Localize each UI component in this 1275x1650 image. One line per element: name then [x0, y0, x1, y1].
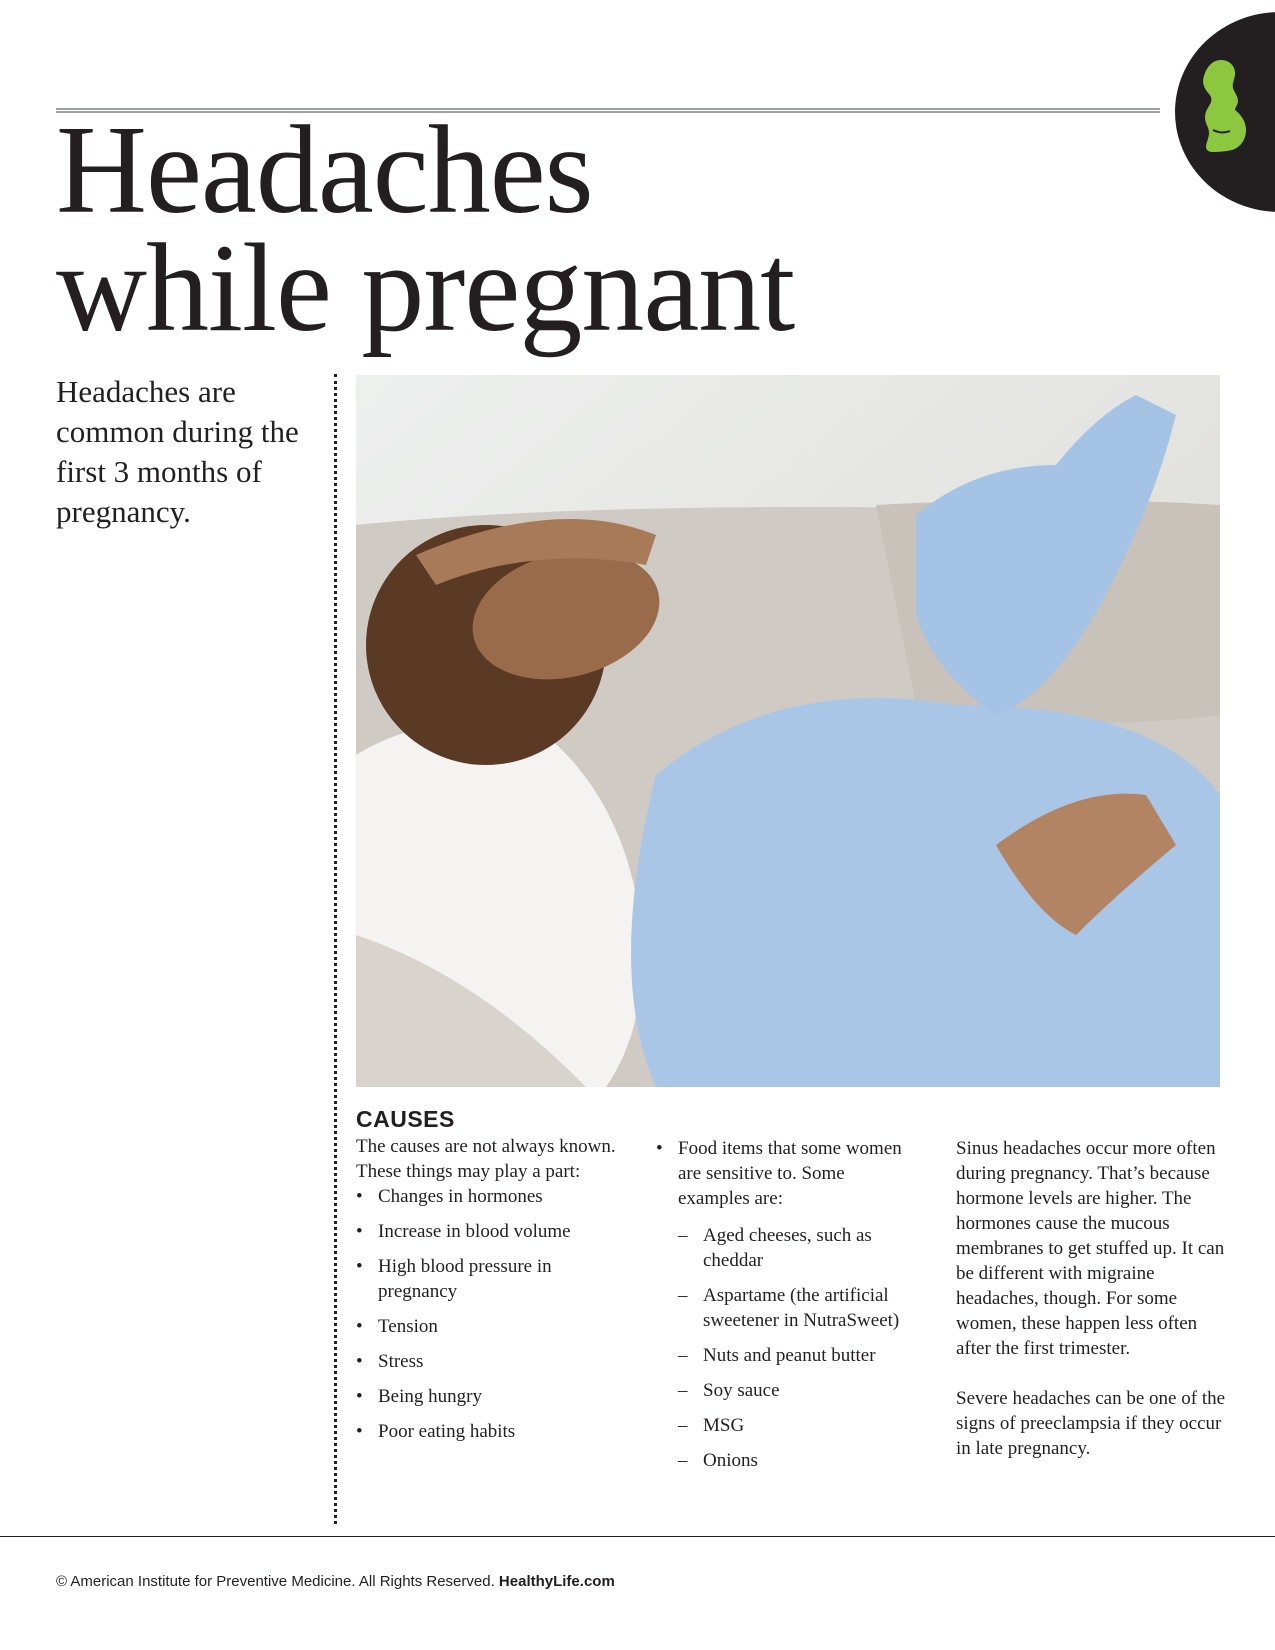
pregnant-woman-with-headache-photo	[356, 375, 1220, 1087]
intro-text: Headaches are common during the first 3 months of pregnancy.	[56, 374, 299, 529]
list-item: – Aspartame (the artificial sweetener in NutraSweet)	[678, 1283, 921, 1333]
footer-rule	[0, 1536, 1275, 1537]
list-item: – Aged cheeses, such as cheddar	[678, 1223, 921, 1273]
list-item: • Increase in blood volume	[356, 1219, 616, 1244]
list-item: – Soy sauce	[678, 1378, 921, 1403]
pregnancy-badge	[1175, 12, 1275, 212]
dotted-divider	[334, 374, 337, 1524]
pregnant-woman-icon	[1199, 58, 1249, 162]
causes-list	[356, 1184, 616, 1444]
list-item: – Nuts and peanut butter	[678, 1343, 921, 1368]
list-item: – MSG	[678, 1413, 921, 1438]
food-item-text: Food items that some women are sensitive to. Some examples are:	[678, 1138, 902, 1209]
sinus-paragraph: Sinus headaches occur more often during pregnancy. That’s because hormone levels are higher. The hormones cause the mucous membranes to get stuffed up. It can be different with migraine headaches, though. For some women, these happen less often after the first trimester.	[956, 1138, 1225, 1359]
food-examples-list	[678, 1223, 921, 1473]
list-item: • Being hungry	[356, 1384, 616, 1409]
title-line-2: while pregnant	[56, 219, 795, 358]
causes-intro: The causes are not always known. These things may play a part:	[356, 1136, 616, 1182]
list-item	[656, 1136, 921, 1473]
list-item: • Changes in hormones	[356, 1184, 616, 1209]
causes-column-1	[356, 1134, 616, 1454]
list-item: • Poor eating habits	[356, 1419, 616, 1444]
copyright-text: © American Institute for Preventive Medicine. All Rights Reserved.	[56, 1573, 495, 1590]
preeclampsia-paragraph: Severe headaches can be one of the signs of preeclampsia if they occur in late pregnancy.	[956, 1388, 1226, 1459]
sidebar-column	[956, 1136, 1226, 1461]
causes-column-2	[656, 1136, 921, 1483]
list-item: • High blood pressure in pregnancy	[356, 1254, 616, 1304]
food-causes-list	[656, 1136, 921, 1473]
list-item: – Onions	[678, 1448, 921, 1473]
list-item: • Stress	[356, 1349, 616, 1374]
list-item: • Tension	[356, 1314, 616, 1339]
footer	[56, 1573, 615, 1590]
causes-heading: CAUSES	[356, 1106, 455, 1132]
page-title	[56, 101, 795, 358]
title-line-1: Headaches	[56, 101, 593, 240]
site-link[interactable]: HealthyLife.com	[498, 1573, 615, 1590]
